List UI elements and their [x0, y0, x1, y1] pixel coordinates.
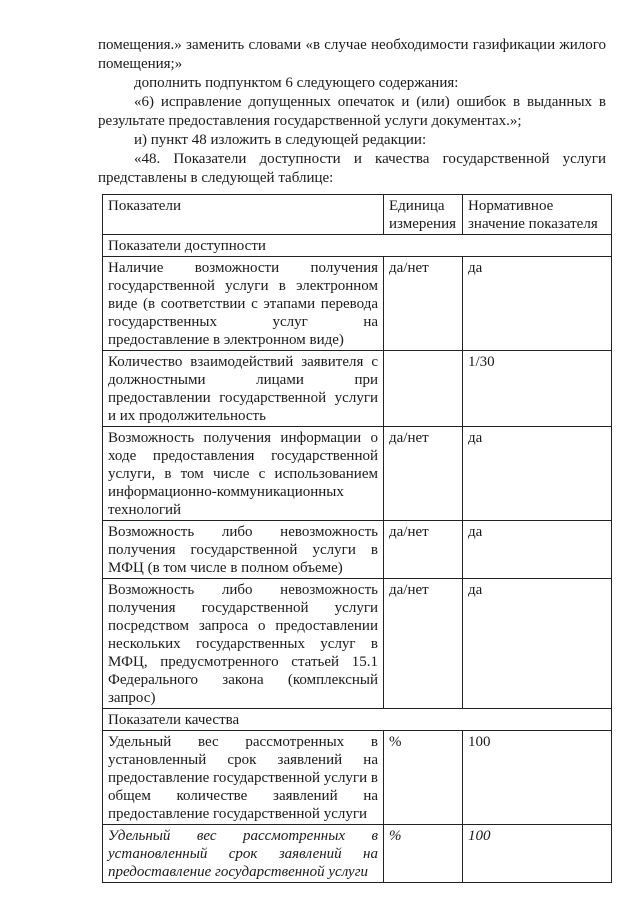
table-row	[103, 825, 612, 883]
row-unit: %	[384, 731, 463, 825]
header-norm: Нормативное значение показателя	[463, 195, 612, 235]
row-name: Удельный вес рассмотренных в установленный срок заявлений на предоставление государственной услуги	[103, 825, 384, 883]
row-name: Возможность либо невозможность получения государственной услуги в МФЦ (в том числе в полном объеме)	[103, 521, 384, 579]
table-row	[103, 579, 612, 709]
row-value: да	[463, 427, 612, 521]
section-row-quality	[103, 709, 612, 731]
section-row-accessibility	[103, 235, 612, 257]
row-unit: да/нет	[384, 579, 463, 709]
row-name: Удельный вес рассмотренных в установленный срок заявлений на предоставление государственной услуги в общем количестве заявлений на предоставление государственной услуги	[103, 731, 384, 825]
row-unit: да/нет	[384, 427, 463, 521]
row-name: Количество взаимодействий заявителя с должностными лицами при предоставлении государственной услуги и их продолжительность	[103, 351, 384, 427]
section-title-accessibility: Показатели доступности	[103, 235, 612, 257]
row-value: да	[463, 257, 612, 351]
indicators-table	[102, 194, 612, 883]
row-name: Наличие возможности получения государственной услуги в электронном виде (в соответствии с этапами перевода государственных услуг на предоставление в электронном виде)	[103, 257, 384, 351]
row-name: Возможность получения информации о ходе предоставления государственной услуги, в том числе с использованием информационно-коммуникационных технологий	[103, 427, 384, 521]
table-row	[103, 731, 612, 825]
row-name: Возможность либо невозможность получения государственной услуги посредством запроса о предоставлении нескольких государственных услуг в МФЦ, предусмотренного статьей 15.1 Федерального закона (комплексный запрос)	[103, 579, 384, 709]
row-unit	[384, 351, 463, 427]
row-value: 1/30	[463, 351, 612, 427]
paragraph-5: «48. Показатели доступности и качества государственной услуги представлены в следующей таблице:	[98, 151, 606, 186]
table-header-row	[103, 195, 612, 235]
row-value: да	[463, 521, 612, 579]
table-row	[103, 427, 612, 521]
row-unit: да/нет	[384, 521, 463, 579]
paragraph-1: помещения.» заменить словами «в случае необходимости газификации жилого помещения;»	[98, 37, 606, 72]
paragraph-3: «6) исправление допущенных опечаток и (или) ошибок в выданных в результате предоставления государственной услуги документах.»;	[98, 94, 606, 129]
header-indicators: Показатели	[103, 195, 384, 235]
row-value: 100	[463, 731, 612, 825]
row-unit: да/нет	[384, 257, 463, 351]
row-value: 100	[463, 825, 612, 883]
paragraph-4: и) пункт 48 изложить в следующей редакции:	[134, 132, 427, 148]
table-row	[103, 257, 612, 351]
paragraph-2: дополнить подпунктом 6 следующего содержания:	[134, 75, 459, 91]
table-row	[103, 521, 612, 579]
table-row	[103, 351, 612, 427]
row-unit: %	[384, 825, 463, 883]
document-body	[98, 36, 606, 188]
section-title-quality: Показатели качества	[103, 709, 612, 731]
header-unit: Единица измерения	[384, 195, 463, 235]
row-value: да	[463, 579, 612, 709]
